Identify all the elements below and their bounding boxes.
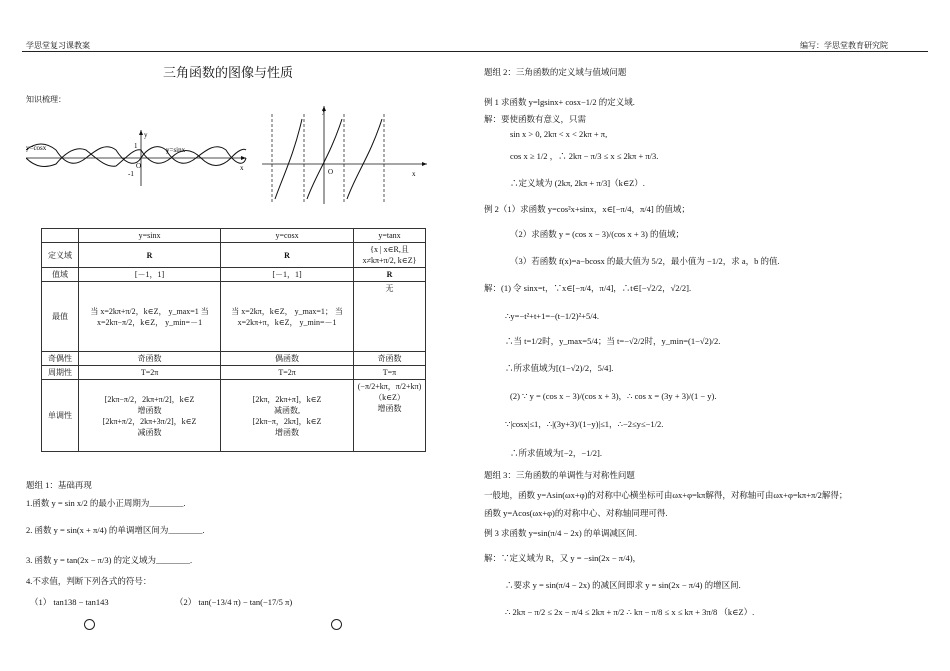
cell bbox=[354, 380, 426, 452]
cell: 当 x=2kπ+π/2，k∈Z， y_max=1 当 x=2kπ−π/2，k∈Z， y_min=－1 bbox=[79, 282, 221, 352]
mono-line: [2kπ，2kπ+π]，k∈Z bbox=[252, 394, 322, 404]
solution-2g: ∴所求值域为[−2，−1/2]. bbox=[510, 448, 602, 458]
solution-1c: cos x ≥ 1/2 ，∴ 2kπ − π/3 ≤ x ≤ 2kπ + π/3. bbox=[510, 151, 659, 161]
group1-heading: 题组 1：基础再现 bbox=[26, 480, 92, 490]
row-label: 周期性 bbox=[42, 366, 79, 380]
mono-line: 减函数 bbox=[137, 427, 162, 437]
cell: {x | x∈R,且x≠kπ+π/2, k∈Z} bbox=[354, 243, 426, 268]
solution-1d: ∴定义域为 (2kπ, 2kπ + π/3]（k∈Z）. bbox=[510, 178, 645, 188]
page-title: 三角函数的图像与性质 bbox=[163, 66, 294, 81]
cell: T=2π bbox=[79, 366, 221, 380]
cell: R bbox=[221, 243, 354, 268]
example-2b: （2）求函数 y = (cos x − 3)/(cos x + 3) 的值域； bbox=[510, 229, 684, 239]
mono-line: [2kπ−π，2kπ]，k∈Z bbox=[252, 416, 322, 426]
solution-2c: ∴当 t=1/2时，y_max=5/4；当 t=−√2/2时，y_min=(1−√2)/2. bbox=[505, 336, 721, 346]
cell: [－1，1] bbox=[221, 268, 354, 282]
solution-1a: 解：要使函数有意义，只需 bbox=[484, 114, 587, 124]
binding-hole bbox=[84, 619, 95, 630]
g1-neg1: -1 bbox=[128, 170, 134, 178]
question-4: 4.不求值，判断下列各式的符号： bbox=[26, 576, 152, 586]
mono-line: [2kπ+π/2，2kπ+3π/2]，k∈Z bbox=[102, 416, 197, 426]
solution-3c: ∴ 2kπ − π/2 ≤ 2x − π/4 ≤ 2kπ + π/2 ∴ kπ − π/8 ≤ x ≤ kπ + 3π/8 （k∈Z）. bbox=[505, 607, 755, 617]
th-cos: y=cosx bbox=[221, 229, 354, 243]
g2-x: x bbox=[412, 170, 416, 178]
g1-y: y bbox=[144, 131, 148, 139]
solution-1b: sin x > 0, 2kπ < x < 2kπ + π, bbox=[510, 129, 608, 139]
tan-graph bbox=[262, 104, 432, 204]
th-empty bbox=[42, 229, 79, 243]
group3-text-b: 函数 y=Acos(ωx+φ)的对称中心、对称轴同理可得. bbox=[484, 508, 668, 518]
example-2a: 例 2（1）求函数 y=cos²x+sinx，x∈[−π/4，π/4] 的值域； bbox=[484, 204, 690, 214]
example-3: 例 3 求函数 y=sin(π/4 − 2x) 的单调减区间. bbox=[484, 528, 637, 538]
g1-x: x bbox=[240, 164, 244, 172]
cell: 偶函数 bbox=[221, 352, 354, 366]
question-1: 1.函数 y = sin x/2 的最小正周期为________. bbox=[26, 498, 186, 508]
solution-3b: ∴要求 y = sin(π/4 − 2x) 的减区间即求 y = sin(2x − π/4) 的增区间. bbox=[505, 580, 741, 590]
cell: [－1，1] bbox=[79, 268, 221, 282]
mono-line: 增函数 bbox=[275, 427, 300, 437]
g1-one: 1 bbox=[134, 142, 138, 150]
header-left: 学思堂复习课教案 bbox=[26, 41, 90, 50]
solution-2d: ∴所求值域为[(1−√2)/2，5/4]. bbox=[505, 363, 614, 373]
group3-heading: 题组 3：三角函数的单调性与对称性问题 bbox=[484, 470, 635, 480]
question-4b: （2） tan(−13/4 π) − tan(−17/5 π) bbox=[175, 597, 293, 607]
header-rule bbox=[22, 51, 928, 52]
properties-table bbox=[41, 228, 426, 452]
row-label: 最值 bbox=[42, 282, 79, 352]
g2-o: O bbox=[328, 168, 334, 176]
cell: 奇函数 bbox=[79, 352, 221, 366]
solution-3a: 解：∵定义域为 R，又 y = −sin(2x − π/4)， bbox=[484, 553, 642, 563]
th-sin: y=sinx bbox=[79, 229, 221, 243]
header-right: 编写：学思堂教育研究院 bbox=[800, 41, 888, 50]
row-label: 值域 bbox=[42, 268, 79, 282]
mono-line: [2kπ−π/2，2kπ+π/2]，k∈Z bbox=[104, 394, 195, 404]
g1-o: O bbox=[136, 162, 142, 170]
row-label: 奇偶性 bbox=[42, 352, 79, 366]
cell bbox=[79, 380, 221, 452]
mono-line: (−π/2+kπ，π/2+kπ)（k∈Z） bbox=[357, 382, 422, 402]
cell bbox=[221, 380, 354, 452]
solution-2a: 解：(1) 令 sinx=t，∵x∈[−π/4，π/4]，∴t∈[−√2/2，√2/2]. bbox=[484, 283, 692, 293]
cell: 当 x=2kπ，k∈Z， y_max=1； 当 x=2kπ+π，k∈Z， y_min=－1 bbox=[221, 282, 354, 352]
cell: R bbox=[79, 243, 221, 268]
cell: R bbox=[354, 268, 426, 282]
example-1: 例 1 求函数 y=lgsinx+ cosx−1/2 的定义域. bbox=[484, 97, 635, 107]
cell: T=π bbox=[354, 366, 426, 380]
mono-line: 减函数, bbox=[274, 405, 301, 415]
row-label: 定义域 bbox=[42, 243, 79, 268]
th-tan: y=tanx bbox=[354, 229, 426, 243]
solution-2b: ∴y=−t²+t+1=−(t−1/2)²+5/4. bbox=[505, 311, 599, 321]
mono-line: 增函数 bbox=[137, 405, 162, 415]
knowledge-heading: 知识梳理： bbox=[26, 95, 66, 104]
solution-2f: ∵|cosx|≤1，∴|(3y+3)/(1−y)|≤1，∴−2≤y≤−1/2. bbox=[505, 419, 664, 429]
sin-label: y=sinx bbox=[166, 146, 186, 154]
cos-label: y=cosx bbox=[26, 144, 47, 152]
cell: 无 bbox=[354, 282, 426, 352]
sin-cos-graph bbox=[26, 128, 251, 186]
cell: T=2π bbox=[221, 366, 354, 380]
mono-line: 增函数 bbox=[377, 404, 402, 413]
row-label: 单调性 bbox=[42, 380, 79, 452]
question-2: 2. 函数 y = sin(x + π/4) 的单调增区间为________. bbox=[26, 525, 205, 535]
question-3: 3. 函数 y = tan(2x − π/3) 的定义域为________. bbox=[26, 555, 193, 565]
example-2c: （3）若函数 f(x)=a−bcosx 的最大值为 5/2，最小值为 −1/2，求 a，b 的值. bbox=[510, 256, 780, 266]
cell: 奇函数 bbox=[354, 352, 426, 366]
binding-hole bbox=[331, 619, 342, 630]
g2-y: y bbox=[322, 107, 326, 115]
question-4a: （1） tan138 − tan143 bbox=[30, 597, 109, 607]
group3-text-a: 一般地，函数 y=Asin(ωx+φ)的对称中心横坐标可由ωx+φ=kπ解得，对称轴可由ωx+φ=kπ+π/2解得； bbox=[484, 490, 848, 500]
group2-heading: 题组 2：三角函数的定义域与值域问题 bbox=[484, 67, 627, 77]
solution-2e: (2) ∵ y = (cos x − 3)/(cos x + 3)，∴ cos x = (3y + 3)/(1 − y). bbox=[510, 391, 717, 401]
